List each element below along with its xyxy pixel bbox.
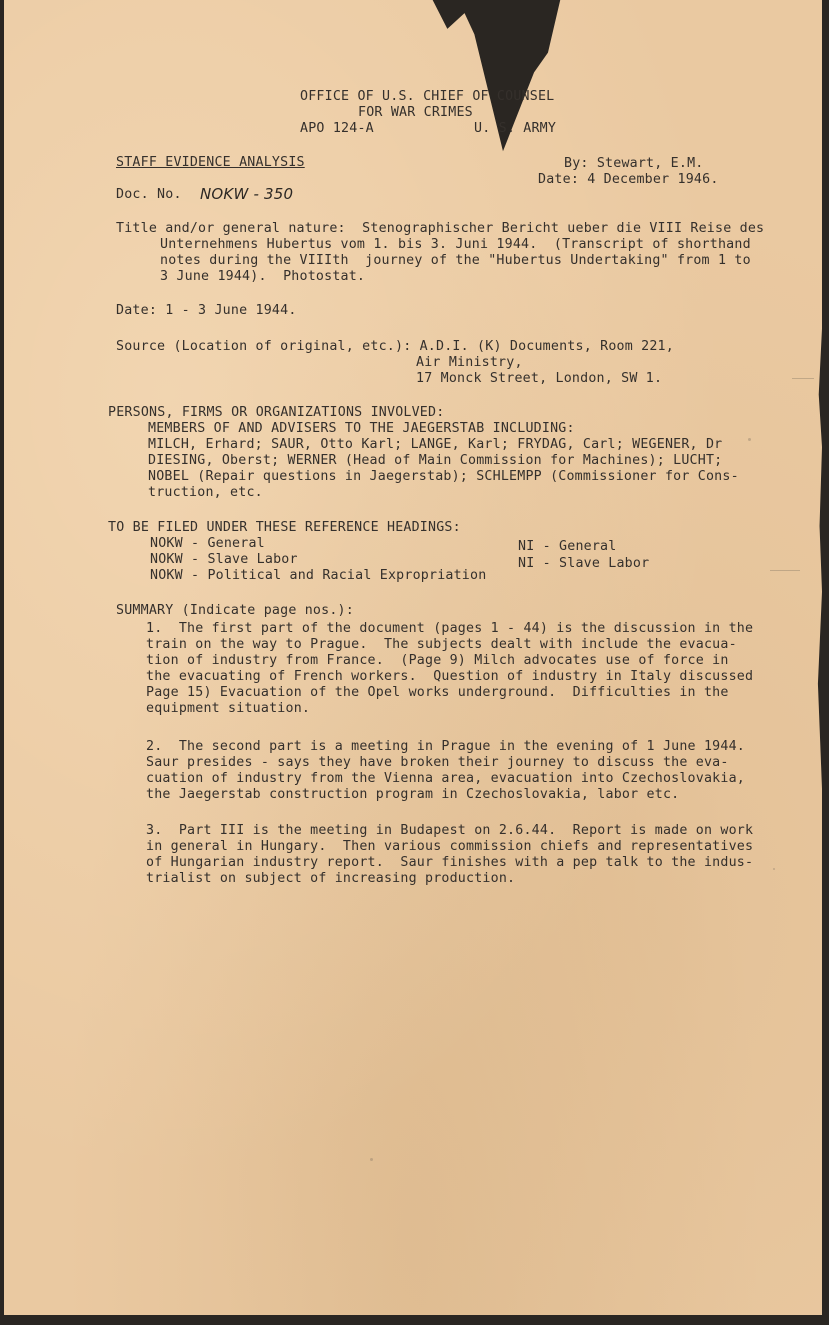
- title-nature-line-3: notes during the VIIIth journey of the "Hubertus Undertaking" from 1 to: [160, 253, 751, 268]
- persons-line-1: MEMBERS OF AND ADVISERS TO THE JAEGERSTAB INCLUDING:: [148, 421, 575, 436]
- paper-mark: [370, 1158, 373, 1161]
- source-line-2: Air Ministry,: [416, 355, 523, 370]
- reference-right-1: NI - General: [518, 539, 617, 554]
- summary-p3-line-3: of Hungarian industry report. Saur finishes with a pep talk to the indus-: [146, 855, 754, 870]
- analysis-title: STAFF EVIDENCE ANALYSIS: [116, 155, 305, 170]
- analysis-date: Date: 4 December 1946.: [538, 172, 719, 187]
- persons-line-5: truction, etc.: [148, 485, 263, 500]
- persons-line-2: MILCH, Erhard; SAUR, Otto Karl; LANGE, Karl; FRYDAG, Carl; WEGENER, Dr: [148, 437, 723, 452]
- summary-p1-line-1: 1. The first part of the document (pages 1 - 44) is the discussion in the: [146, 621, 754, 636]
- paper-mark: [748, 438, 751, 441]
- reference-heading: TO BE FILED UNDER THESE REFERENCE HEADINGS:: [108, 520, 461, 535]
- source-line-3: 17 Monck Street, London, SW 1.: [416, 371, 663, 386]
- header-office: OFFICE OF U.S. CHIEF OF COUNSEL: [300, 89, 555, 104]
- summary-p2-line-3: cuation of industry from the Vienna area, evacuation into Czechoslovakia,: [146, 771, 745, 786]
- paper-crease-mark: [792, 378, 814, 379]
- summary-p1-line-2: train on the way to Prague. The subjects dealt with include the evacua-: [146, 637, 737, 652]
- title-nature-line-4: 3 June 1944). Photostat.: [160, 269, 366, 284]
- reference-left-1: NOKW - General: [150, 536, 265, 551]
- persons-line-4: NOBEL (Repair questions in Jaegerstab); SCHLEMPP (Commissioner for Cons-: [148, 469, 739, 484]
- summary-p1-line-4: the evacuating of French workers. Question of industry in Italy discussed: [146, 669, 754, 684]
- header-apo: APO 124-A: [300, 121, 374, 136]
- paper-crease-mark: [770, 570, 800, 571]
- header-army: U. S. ARMY: [474, 121, 557, 136]
- doc-number: NOKW - 350: [200, 185, 294, 203]
- doc-number-label: Doc. No.: [116, 187, 182, 202]
- persons-line-3: DIESING, Oberst; WERNER (Head of Main Commission for Machines); LUCHT;: [148, 453, 723, 468]
- persons-heading: PERSONS, FIRMS OR ORGANIZATIONS INVOLVED:: [108, 405, 445, 420]
- source-line-1: Source (Location of original, etc.): A.D.I. (K) Documents, Room 221,: [116, 339, 674, 354]
- summary-p1-line-6: equipment situation.: [146, 701, 311, 716]
- reference-left-2: NOKW - Slave Labor: [150, 552, 298, 567]
- reference-right-2: NI - Slave Labor: [518, 556, 650, 571]
- analyst-name: By: Stewart, E.M.: [564, 156, 704, 171]
- summary-p1-line-5: Page 15) Evacuation of the Opel works underground. Difficulties in the: [146, 685, 729, 700]
- title-nature-line-2: Unternehmens Hubertus vom 1. bis 3. Juni 1944. (Transcript of shorthand: [160, 237, 751, 252]
- summary-p2-line-4: the Jaegerstab construction program in Czechoslovakia, labor etc.: [146, 787, 680, 802]
- summary-heading: SUMMARY (Indicate page nos.):: [116, 603, 354, 618]
- reference-left-3: NOKW - Political and Racial Expropriation: [150, 568, 487, 583]
- summary-p2-line-1: 2. The second part is a meeting in Prague in the evening of 1 June 1944.: [146, 739, 745, 754]
- summary-p1-line-3: tion of industry from France. (Page 9) Milch advocates use of force in: [146, 653, 729, 668]
- summary-p3-line-4: trialist on subject of increasing production.: [146, 871, 516, 886]
- document-date: Date: 1 - 3 June 1944.: [116, 303, 297, 318]
- summary-p3-line-1: 3. Part III is the meeting in Budapest on 2.6.44. Report is made on work: [146, 823, 754, 838]
- summary-p2-line-2: Saur presides - says they have broken their journey to discuss the eva-: [146, 755, 729, 770]
- summary-p3-line-2: in general in Hungary. Then various commission chiefs and representatives: [146, 839, 754, 854]
- header-war-crimes: FOR WAR CRIMES: [358, 105, 473, 120]
- title-nature-line-1: Title and/or general nature: Stenographischer Bericht ueber die VIII Reise des: [116, 221, 765, 236]
- paper-mark: [773, 868, 775, 870]
